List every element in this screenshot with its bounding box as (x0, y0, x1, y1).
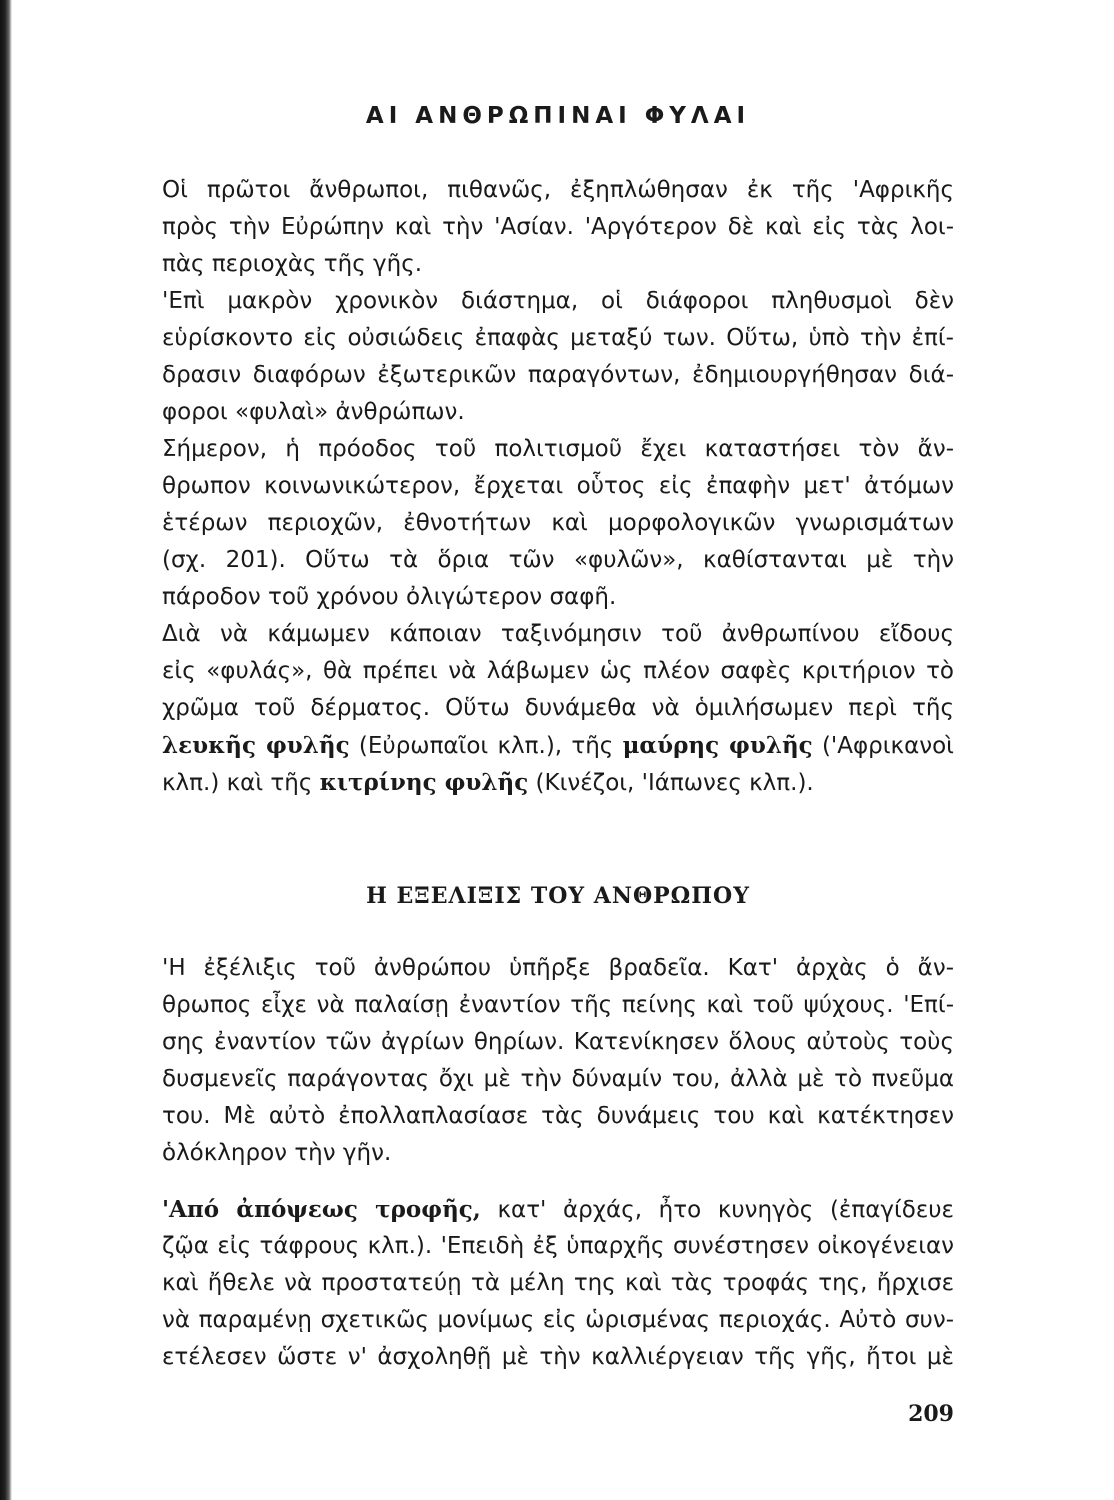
text-line: πὰς περιοχὰς τῆς γῆς. (162, 251, 423, 277)
page-number: 209 (908, 1401, 954, 1427)
text-line: εἰς «φυλάς», θὰ πρέπει νὰ λάβωμεν ὡς πλέον σαφὲς κριτήριον τὸ (162, 658, 954, 684)
text-line: 'Η ἐξέλιξις τοῦ ἀνθρώπου ὑπῆρξε βραδεῖα. Κατ' ἀρχὰς ὁ ἄν- (162, 955, 954, 981)
text-line: χρῶμα τοῦ δέρματος. Οὕτω δυνάμεθα νὰ ὁμιλήσωμεν περὶ τῆς (162, 695, 954, 721)
text-fragment: (Κινέζοι, 'Ιάπωνες κλπ.). (528, 770, 814, 796)
text-line: καὶ ἤθελε νὰ προστατεύῃ τὰ μέλη της καὶ τὰς τροφάς της, ἤρχισε (162, 1270, 954, 1296)
text-line: Σήμερον, ἡ πρόοδος τοῦ πολιτισμοῦ ἔχει καταστήσει τὸν ἄν- (162, 436, 954, 462)
text-line: Οἱ πρῶτοι ἄνθρωποι, πιθανῶς, ἐξηπλώθησαν ἐκ τῆς 'Αφρικῆς (162, 177, 954, 203)
section-human-evolution (162, 950, 954, 1376)
text-line: ὁλόκληρον τὴν γῆν. (162, 1140, 392, 1166)
text-line: Διὰ νὰ κάμωμεν κάποιαν ταξινόμησιν τοῦ ἀνθρωπίνου εἴδους (162, 621, 954, 647)
text-line: (σχ. 201). Οὕτω τὰ ὅρια τῶν «φυλῶν», καθίστανται μὲ τὴν (162, 547, 954, 573)
paragraph-food (162, 1191, 954, 1376)
text-fragment: (Εὐρωπαῖοι κλπ.), τῆς (349, 733, 623, 759)
book-page (162, 0, 954, 1500)
text-line (162, 727, 954, 764)
section-human-races (162, 172, 954, 801)
paragraph-evolution (162, 950, 954, 1172)
text-line: φοροι «φυλαὶ» ἀνθρώπων. (162, 399, 465, 425)
paragraph-spread (162, 172, 954, 283)
text-fragment: ('Αφρικανοὶ (812, 733, 954, 759)
text-line: θρωπος εἶχε νὰ παλαίσῃ ἐναντίον τῆς πείνης καὶ τοῦ ψύχους. 'Επί- (162, 992, 954, 1018)
text-line: δρασιν διαφόρων ἐξωτερικῶν παραγόντων, ἐδημιουργήθησαν διά- (162, 362, 954, 388)
term-white-race: λευκῆς φυλῆς (162, 732, 350, 759)
text-line: σης ἐναντίον τῶν ἀγρίων θηρίων. Κατενίκησεν ὅλους αὐτοὺς τοὺς (162, 1029, 954, 1055)
term-black-race: μαύρης φυλῆς (622, 732, 813, 759)
paragraph-isolation (162, 283, 954, 431)
section-heading-human-evolution: Η ΕΞΕΛΙΞΙΣ ΤΟΥ ΑΝΘΡΩΠΟΥ (366, 883, 750, 909)
text-line (162, 764, 954, 801)
text-line: πάροδον τοῦ χρόνου ὀλιγώτερον σαφῆ. (162, 584, 617, 610)
text-line: 'Επὶ μακρὸν χρονικὸν διάστημα, οἱ διάφοροι πληθυσμοὶ δὲν (162, 288, 954, 314)
text-line: ζῷα εἰς τάφρους κλπ.). 'Επειδὴ ἐξ ὑπαρχῆς συνέστησεν οἰκογένειαν (162, 1233, 954, 1259)
text-line: θρωπον κοινωνικώτερον, ἔρχεται οὗτος εἰς ἐπαφὴν μετ' ἀτόμων (162, 473, 954, 499)
paragraph-gap (162, 1172, 954, 1191)
page-binding-edge (0, 0, 12, 1500)
text-line: του. Μὲ αὐτὸ ἐπολλαπλασίασε τὰς δυνάμεις του καὶ κατέκτησεν (162, 1103, 954, 1129)
text-fragment: κλπ.) καὶ τῆς (162, 770, 320, 796)
text-line (162, 1191, 954, 1228)
text-line: ετέλεσεν ὥστε ν' ἀσχοληθῇ μὲ τὴν καλλιέργειαν τῆς γῆς, ἤτοι μὲ (162, 1344, 954, 1370)
text-fragment: κατ' ἀρχάς, ἦτο κυνηγὸς (ἐπαγίδευε (480, 1197, 954, 1223)
text-line: εὑρίσκοντο εἰς οὐσιώδεις ἐπαφὰς μεταξύ των. Οὕτω, ὑπὸ τὴν ἐπί- (162, 325, 954, 351)
text-line: πρὸς τὴν Εὐρώπην καὶ τὴν 'Ασίαν. 'Αργότερον δὲ καὶ εἰς τὰς λοι- (162, 214, 954, 240)
term-yellow-race: κιτρίνης φυλῆς (319, 769, 529, 796)
paragraph-today (162, 431, 954, 616)
section-heading-human-races: ΑΙ ΑΝΘΡΩΠΙΝΑΙ ΦΥΛΑΙ (365, 103, 751, 129)
term-food-viewpoint: 'Από ἀπόψεως τροφῆς, (162, 1196, 481, 1223)
text-line: νὰ παραμένῃ σχετικῶς μονίμως εἰς ὡρισμένας περιοχάς. Αὐτὸ συν- (162, 1307, 954, 1333)
paragraph-classification (162, 616, 954, 801)
text-line: ἑτέρων περιοχῶν, ἐθνοτήτων καὶ μορφολογικῶν γνωρισμάτων (162, 510, 954, 536)
text-line: δυσμενεῖς παράγοντας ὄχι μὲ τὴν δύναμίν του, ἀλλὰ μὲ τὸ πνεῦμα (162, 1066, 954, 1092)
